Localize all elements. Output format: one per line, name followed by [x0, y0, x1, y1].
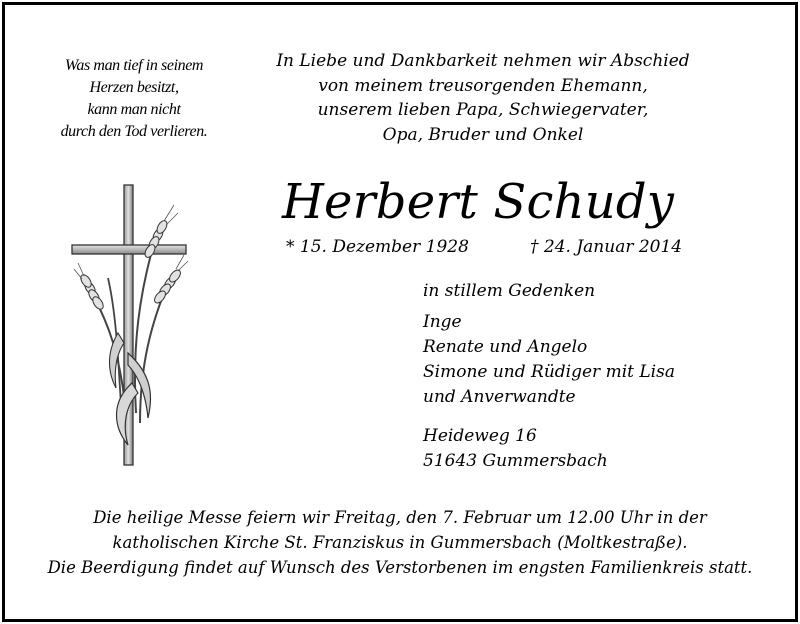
deceased-name: Herbert Schudy — [282, 174, 675, 230]
mourners-heading: in stillem Gedenken — [423, 281, 596, 301]
mourners-list — [423, 310, 675, 410]
service-line: Die heilige Messe feiern wir Freitag, den 7. Februar um 12.00 Uhr in der — [93, 508, 707, 527]
quote-line: Herzen besitzt, — [89, 79, 179, 96]
intro-line: Opa, Bruder und Onkel — [382, 124, 584, 145]
mourner-name: und Anverwandte — [423, 387, 576, 407]
mourner-name: Inge — [423, 312, 462, 332]
service-info — [40, 505, 760, 580]
birth-date: * 15. Dezember 1928 — [286, 237, 469, 257]
service-line: katholischen Kirche St. Franziskus in Gummersbach (Moltkestraße). — [112, 533, 688, 552]
mourners-address — [423, 424, 608, 474]
mourner-name: Simone und Rüdiger mit Lisa — [423, 362, 675, 382]
mourner-name: Renate und Angelo — [423, 337, 588, 357]
quote-line: durch den Tod verlieren. — [60, 123, 208, 140]
intro-line: unserem lieben Papa, Schwiegervater, — [317, 100, 649, 120]
memorial-quote — [48, 55, 220, 143]
intro-line: von meinem treusorgenden Ehemann, — [318, 75, 648, 96]
quote-line: Was man tief in seinem — [64, 57, 204, 74]
death-date: † 24. Januar 2014 — [530, 237, 683, 257]
address-city: 51643 Gummersbach — [423, 451, 608, 471]
address-street: Heideweg 16 — [423, 426, 537, 446]
cross-with-wheat-icon — [70, 183, 194, 473]
service-line: Die Beerdigung findet auf Wunsch des Verstorbenen im engsten Familienkreis statt. — [47, 558, 753, 577]
intro-text — [258, 49, 708, 147]
quote-line: kann man nicht — [87, 101, 181, 118]
intro-line: In Liebe und Dankbarkeit nehmen wir Abschied — [276, 51, 690, 71]
